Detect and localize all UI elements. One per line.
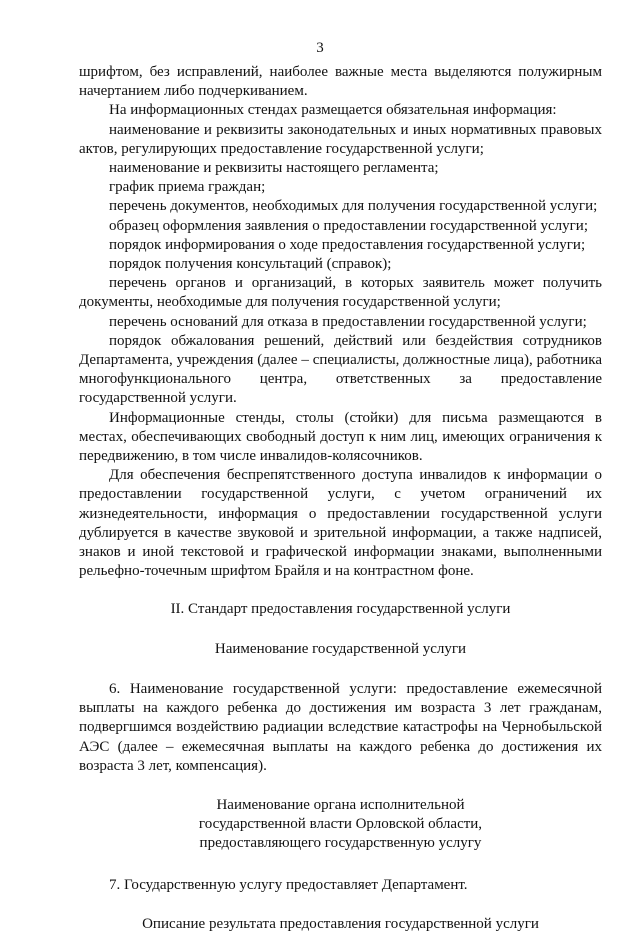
subheading-line: государственной власти Орловской области, [198,816,483,833]
paragraph: Для обеспечения беспрепятственного доступа инвалидов к информации о предоставлении государственной услуги, с учетом ограничений их жизнедеятельности, информация о предоставлении государственной услуги дублируется в качестве звуковой и зрительной информации, а также надписей, знаков и иной текстовой и графической информации знаками, выполненными рельефно-точечным шрифтом Брайля и на контрастном фоне. [79,467,602,580]
list-item: наименование и реквизиты законодательных и иных нормативных правовых актов, регулирующих предоставление государственной услуги; [79,121,602,157]
page-number: 3 [316,40,324,56]
list-item: перечень оснований для отказа в предоставлении государственной услуги; [109,313,587,330]
list-item: порядок получения консультаций (справок); [109,256,392,273]
subheading-line: Наименование органа исполнительной [216,796,465,813]
list-item: порядок информирования о ходе предоставления государственной услуги; [109,236,586,253]
list-item: перечень органов и организаций, в которых заявитель может получить документы, необходимые для получения государственной услуги; [79,275,602,311]
section-heading: II. Стандарт предоставления государственной услуги [170,601,511,618]
subheading-result: Описание результата предоставления государственной услуги [142,915,539,932]
paragraph: На информационных стендах размещается обязательная информация: [109,102,557,119]
subheading-service-name: Наименование государственной услуги [214,640,467,657]
clause-7: 7. Государственную услугу предоставляет Департамент. [109,876,468,893]
document-body [79,63,602,934]
paragraph: шрифтом, без исправлений, наиболее важные места выделяются полужирным начертанием либо подчеркиванием. [79,64,602,100]
list-item: перечень документов, необходимых для получения государственной услуги; [109,198,598,215]
paragraph: Информационные стенды, столы (стойки) для письма размещаются в местах, обеспечивающих свободный доступ к ним лиц, имеющих ограничения к передвижению, в том числе инвалидов-колясочников. [79,409,602,465]
list-item: наименование и реквизиты настоящего регламента; [109,160,439,177]
list-item: порядок обжалования решений, действий или бездействия сотрудников Департамента, учреждения (далее – специалисты, должностные лица), работника многофункционального центра, ответственных за предоставление государственной услуги. [79,332,602,407]
subheading-line: предоставляющего государственную услугу [199,835,482,852]
list-item: график приема граждан; [109,179,266,196]
subheading-authority [79,796,602,854]
list-item: образец оформления заявления о предоставлении государственной услуги; [109,217,588,234]
clause-6: 6. Наименование государственной услуги: предоставление ежемесячной выплаты на каждого ребенка до достижения им возраста 3 лет гражданам, подвергшимся воздействию радиации вследствие катастрофы на Чернобыльской АЭС (далее – ежемесячная выплаты на каждого ребенка до достижения их возраста 3 лет, компенсация). [79,680,602,774]
